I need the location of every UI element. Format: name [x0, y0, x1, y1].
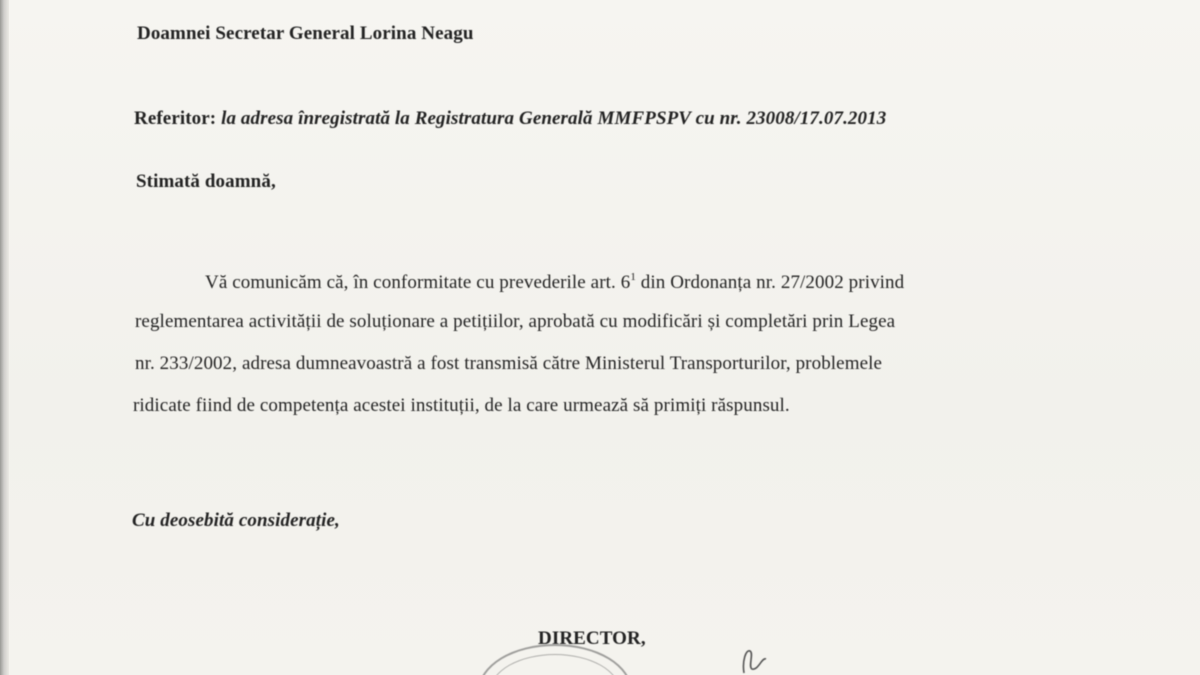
signatory-title: DIRECTOR, [538, 628, 646, 649]
closing-formula: Cu deosebită considerație, [132, 510, 340, 531]
page-left-edge-shadow [0, 0, 9, 675]
body-paragraph-line-3: nr. 233/2002, adresa dumneavoastră a fost transmisă către Ministerul Transporturilor, problemele [135, 353, 883, 374]
reference-label: Referitor: [134, 108, 217, 129]
body-paragraph-line-4: ridicate fiind de competența acestei instituții, de la care urmează să primiți răspunsul. [133, 395, 790, 416]
reference-text: la adresa înregistrată la Registratura Generală MMFPSPV cu nr. 23008/17.07.2013 [221, 108, 887, 129]
body-line-1-start: Vă comunicăm că, în conformitate cu prevederile art. 6 [205, 272, 631, 293]
signature-icon [736, 645, 796, 675]
body-paragraph-line-2: reglementarea activității de soluționare a petițiilor, aprobată cu modificări și completări prin Legea [135, 311, 896, 332]
salutation: Stimată doamnă, [136, 171, 276, 192]
addressee-line: Doamnei Secretar General Lorina Neagu [137, 23, 474, 44]
body-line-1-end: din Ordonanța nr. 27/2002 privind [635, 272, 905, 293]
article-superscript: 1 [630, 271, 636, 283]
body-paragraph-line-1 [205, 271, 904, 294]
reference-line [134, 108, 886, 130]
